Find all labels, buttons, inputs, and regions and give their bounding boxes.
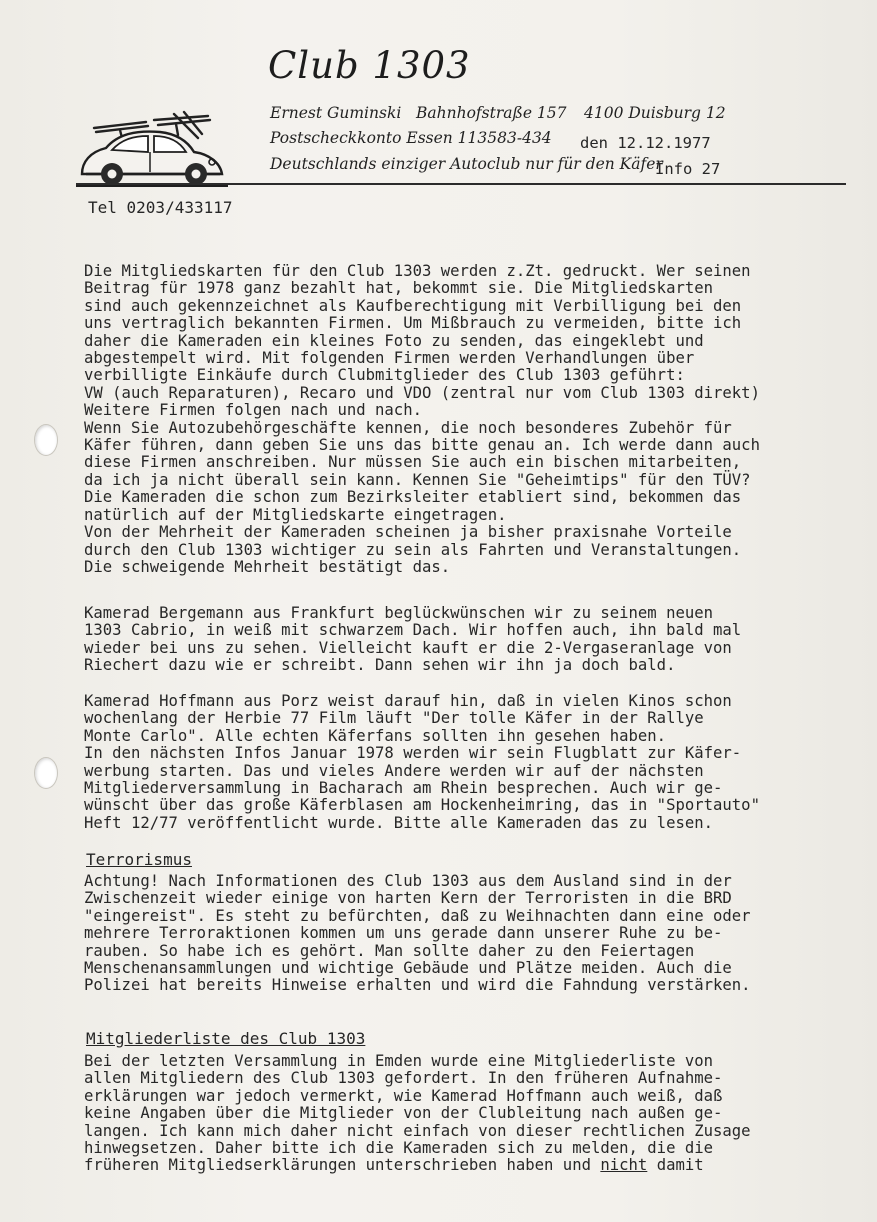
heading-member-list: Mitgliederliste des Club 1303	[86, 1029, 366, 1048]
paragraph-hoffmann: Kamerad Hoffmann aus Porz weist darauf hin, daß in vielen Kinos schon wochenlang der Herbie 77 Film läuft "Der tolle Käfer in der Rallye Monte Carlo". Alle echten Käferfans sollten ihn gesehen haben. In den nächsten Infos Januar 1978 werden wir sein Flugblatt zur Käfer- werbung starten. Das und vieles Andere werden wir auf der nächsten Mitgliederversammlung in Bacharach am Rhein besprechen. Auch wir ge- wünscht über das große Käferblasen am Hockenheimring, das in "Sportauto" Heft 12/77 veröffentlicht wurde. Bitte alle Kameraden das zu lesen.	[84, 692, 760, 832]
paragraph-member-list-last-line	[84, 1157, 859, 1174]
sender-city: 4100 Duisburg 12	[584, 104, 726, 122]
paragraph-bergemann: Kamerad Bergemann aus Frankfurt beglückwünschen wir zu seinem neuen 1303 Cabrio, in weiß mit schwarzem Dach. Wir hoffen auch, ihn bald mal wieder bei uns zu sehen. Vielleicht kauft er die 2-Vergaseranlage von Riechert dazu wie er schreibt. Dann sehen wir ihn ja doch bald.	[84, 604, 742, 675]
punch-hole-top	[34, 424, 58, 456]
header-divider	[76, 183, 846, 185]
last-line-end: damit	[647, 1156, 704, 1174]
letter-date: den 12.12.1977	[580, 134, 711, 152]
paragraph-terrorism: Achtung! Nach Informationen des Club 1303 aus dem Ausland sind in der Zwischenzeit wieder einige von harten Kern der Terroristen in die BRD "eingereist". Es steht zu befürchten, daß zu Weihnachten dann eine oder mehrere Terroraktionen kommen um uns gerade dann unserer Ruhe zu be- rauben. So habe ich es gehört. Man sollte daher zu den Feiertagen Menschenansammlungen und wichtige Gebäude und Plätze meiden. Auch die Polizei hat bereits Hinweise erhalten und wird die Fahndung verstärken.	[84, 872, 751, 995]
vw-beetle-car-icon	[76, 108, 228, 190]
sender-street: Bahnhofstraße 157	[416, 104, 567, 122]
info-number: Info 27	[655, 160, 721, 178]
heading-terrorism: Terrorismus	[86, 850, 192, 869]
club-title: Club 1303	[268, 44, 471, 87]
postal-account: Postscheckkonto Essen 113583-434	[270, 129, 552, 147]
paragraph-member-list: Bei der letzten Versammlung in Emden wurde eine Mitgliederliste von allen Mitgliedern des Club 1303 gefordert. In den früheren Aufnahme- erklärungen war jedoch vermerkt, wie Kamerad Hoffmann auch weiß, daß keine Angaben über die Mitglieder von der Clubleitung nach außen ge- langen. Ich kann mich daher nicht einfach von dieser rechtlichen Zusage hinwegsetzen. Daher bitte ich die Kameraden sich zu melden, die die	[84, 1052, 751, 1158]
punch-hole-bottom	[34, 757, 58, 789]
telephone-number: Tel 0203/433117	[88, 198, 233, 217]
underlined-word-nicht: nicht	[600, 1156, 648, 1174]
sender-name: Ernest Guminski	[270, 104, 402, 122]
last-line-start: früheren Mitgliedserklärungen unterschrieben haben und	[84, 1156, 601, 1174]
paragraph-membership-cards: Die Mitgliedskarten für den Club 1303 werden z.Zt. gedruckt. Wer seinen Beitrag für 1978 ganz bezahlt hat, bekommt sie. Die Mitgliedskarten sind auch gekennzeichnet als Kaufberechtigung mit Verbilligung bei den uns vertraglich bekannten Firmen. Um Mißbrauch zu vermeiden, bitte ich daher die Kameraden ein kleines Foto zu senden, das eingeklebt und abgestempelt wird. Mit folgenden Firmen werden Verhandlungen über verbilligte Einkäufe durch Clubmitglieder des Club 1303 geführt: VW (auch Reparaturen), Recaro und VDO (zentral nur vom Club 1303 direkt) Weitere Firmen folgen nach und nach. Wenn Sie Autozubehörgeschäfte kennen, die noch besonderes Zubehör für Käfer führen, dann geben Sie uns das bitte genau an. Ich werde dann auch diese Firmen anschreiben. Nur müssen Sie auch ein bischen mitarbeiten, da ich ja nicht überall sein kann. Kennen Sie "Geheimtips" für den TÜV? Die Kameraden die schon zum Bezirksleiter etabliert sind, bekommen das natürlich auf der Mitgliedskarte eingetragen. Von der Mehrheit der Kameraden scheinen ja bisher praxisnahe Vorteile durch den Club 1303 wichtiger zu sein als Fahrten und Veranstaltungen. Die schweigende Mehrheit bestätigt das.	[84, 262, 760, 576]
club-slogan: Deutschlands einziger Autoclub nur für den Käfer	[270, 155, 663, 173]
